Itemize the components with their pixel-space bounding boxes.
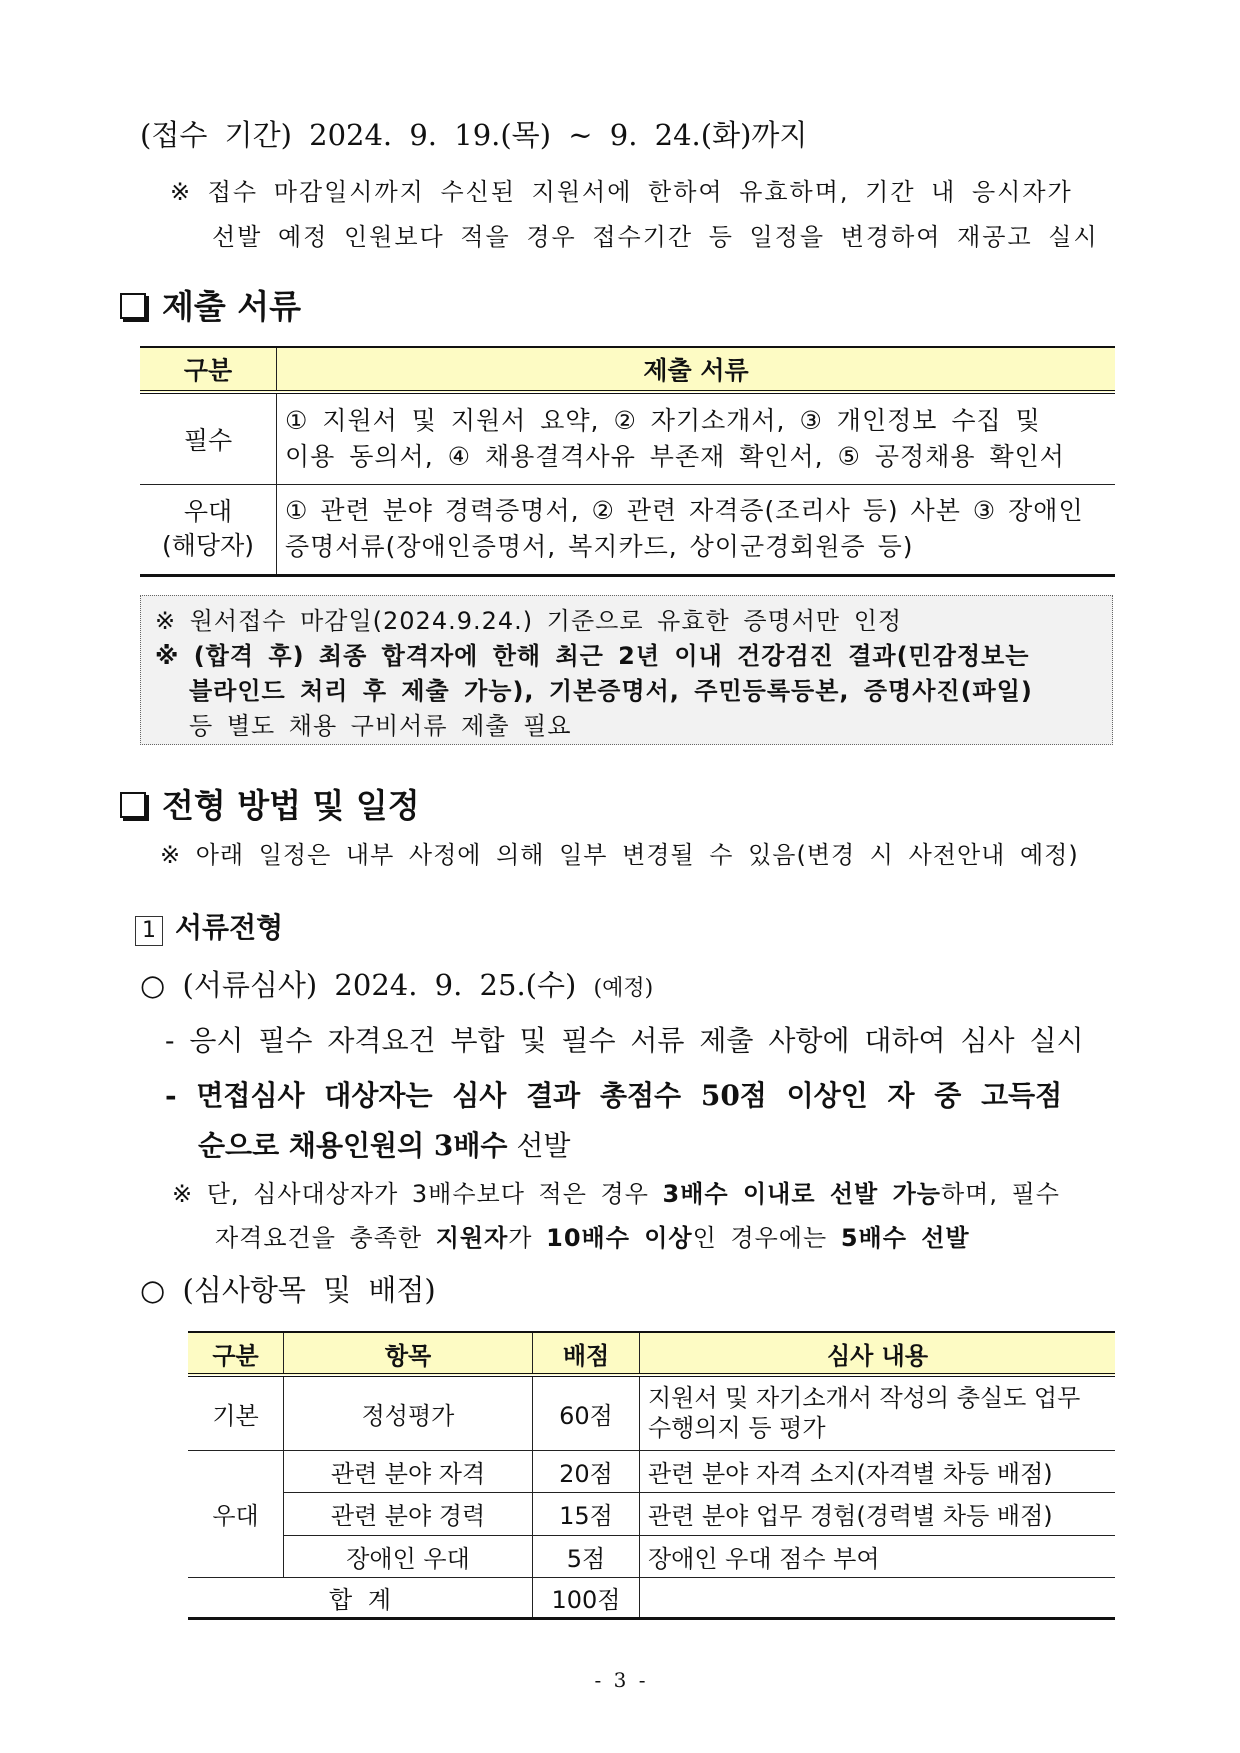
checkbox-square-icon — [120, 792, 146, 818]
review-note-2: 자격요건을 충족한 지원자가 10배수 이상인 경우에는 5배수 선발 — [215, 1224, 970, 1252]
note-line: ※ 원서접수 마감일(2024.9.24.) 기준으로 유효한 증명서만 인정 — [155, 607, 903, 635]
header: 구분 — [188, 1332, 284, 1375]
review-date: ○ (서류심사) 2024. 9. 25.(수) (예정) — [140, 968, 654, 1002]
documents-notes-box — [140, 595, 1113, 745]
review-note-1: ※ 단, 심사대상자가 3배수보다 적은 경우 3배수 이내로 선발 가능하며, 필수 — [172, 1180, 1060, 1208]
period-note-line2: 선발 예정 인원보다 적을 경우 접수기간 등 일정을 변경하여 재공고 실시 — [212, 223, 1099, 251]
documents-cell: ① 지원서 및 지원서 요약, ② 자기소개서, ③ 개인정보 수집 및 이용 동의서, ④ 채용결격사유 부존재 확인서, ⑤ 공정채용 확인서 — [277, 392, 1116, 484]
schedule-note: ※ 아래 일정은 내부 사정에 의해 일부 변경될 수 있음(변경 시 사전안내 예정) — [160, 841, 1079, 869]
table-row — [140, 484, 1115, 575]
header: 항목 — [284, 1332, 533, 1375]
header-documents: 제출 서류 — [277, 347, 1116, 392]
documents-table — [140, 346, 1115, 577]
review-detail-2: - 면접심사 대상자는 심사 결과 총점수 50점 이상인 자 중 고득점 — [165, 1079, 1063, 1112]
header: 배점 — [533, 1332, 640, 1375]
table-row: 기본 정성평가 60점 지원서 및 자기소개서 작성의 충실도 업무 수행의지 등 평가 — [188, 1375, 1115, 1450]
page-number: - 3 - — [594, 1668, 646, 1692]
table-row — [140, 392, 1115, 484]
review-detail-2b: 순으로 채용인원의 3배수 선발 — [198, 1129, 571, 1162]
step-heading: 1 서류전형 — [135, 906, 283, 946]
documents-cell: ① 관련 분야 경력증명서, ② 관련 자격증(조리사 등) 사본 ③ 장애인 증명서류(장애인증명서, 복지카드, 상이군경회원증 등) — [277, 484, 1116, 575]
section-heading-docs — [120, 281, 301, 328]
header: 심사 내용 — [640, 1332, 1116, 1375]
section-heading-selection — [120, 780, 420, 827]
heading-text: 제출 서류 — [162, 287, 302, 326]
heading-text: 전형 방법 및 일정 — [162, 786, 420, 825]
period-note-line1: ※ 접수 마감일시까지 수신된 지원서에 한하여 유효하며, 기간 내 응시자가 — [170, 178, 1073, 206]
step-number-box: 1 — [135, 916, 163, 946]
category-cell: 필수 — [140, 392, 277, 484]
items-heading: ○ (심사항목 및 배점) — [140, 1273, 436, 1307]
score-table — [188, 1331, 1115, 1620]
checkbox-square-icon — [120, 293, 146, 319]
review-detail-1: - 응시 필수 자격요건 부합 및 필수 서류 제출 사항에 대하여 심사 실시 — [165, 1024, 1084, 1057]
header-category: 구분 — [140, 347, 277, 392]
note-line: 블라인드 처리 후 제출 가능), 기본증명서, 주민등록등본, 증명사진(파일) — [189, 677, 1033, 705]
note-line: 등 별도 채용 구비서류 제출 필요 — [189, 712, 572, 740]
table-row: 장애인 우대 5점 장애인 우대 점수 부여 — [188, 1535, 1115, 1577]
category-cell: 우대 (해당자) — [140, 484, 277, 575]
table-row: 관련 분야 경력 15점 관련 분야 업무 경험(경력별 차등 배점) — [188, 1492, 1115, 1535]
application-period: (접수 기간) 2024. 9. 19.(목) ~ 9. 24.(화)까지 — [140, 118, 808, 152]
table-row: 우대 관련 분야 자격 20점 관련 분야 자격 소지(자격별 차등 배점) — [188, 1450, 1115, 1492]
note-line: ※ (합격 후) 최종 합격자에 한해 최근 2년 이내 건강검진 결과(민감정보는 — [155, 642, 1030, 670]
total-row: 합 계 100점 — [188, 1577, 1115, 1618]
